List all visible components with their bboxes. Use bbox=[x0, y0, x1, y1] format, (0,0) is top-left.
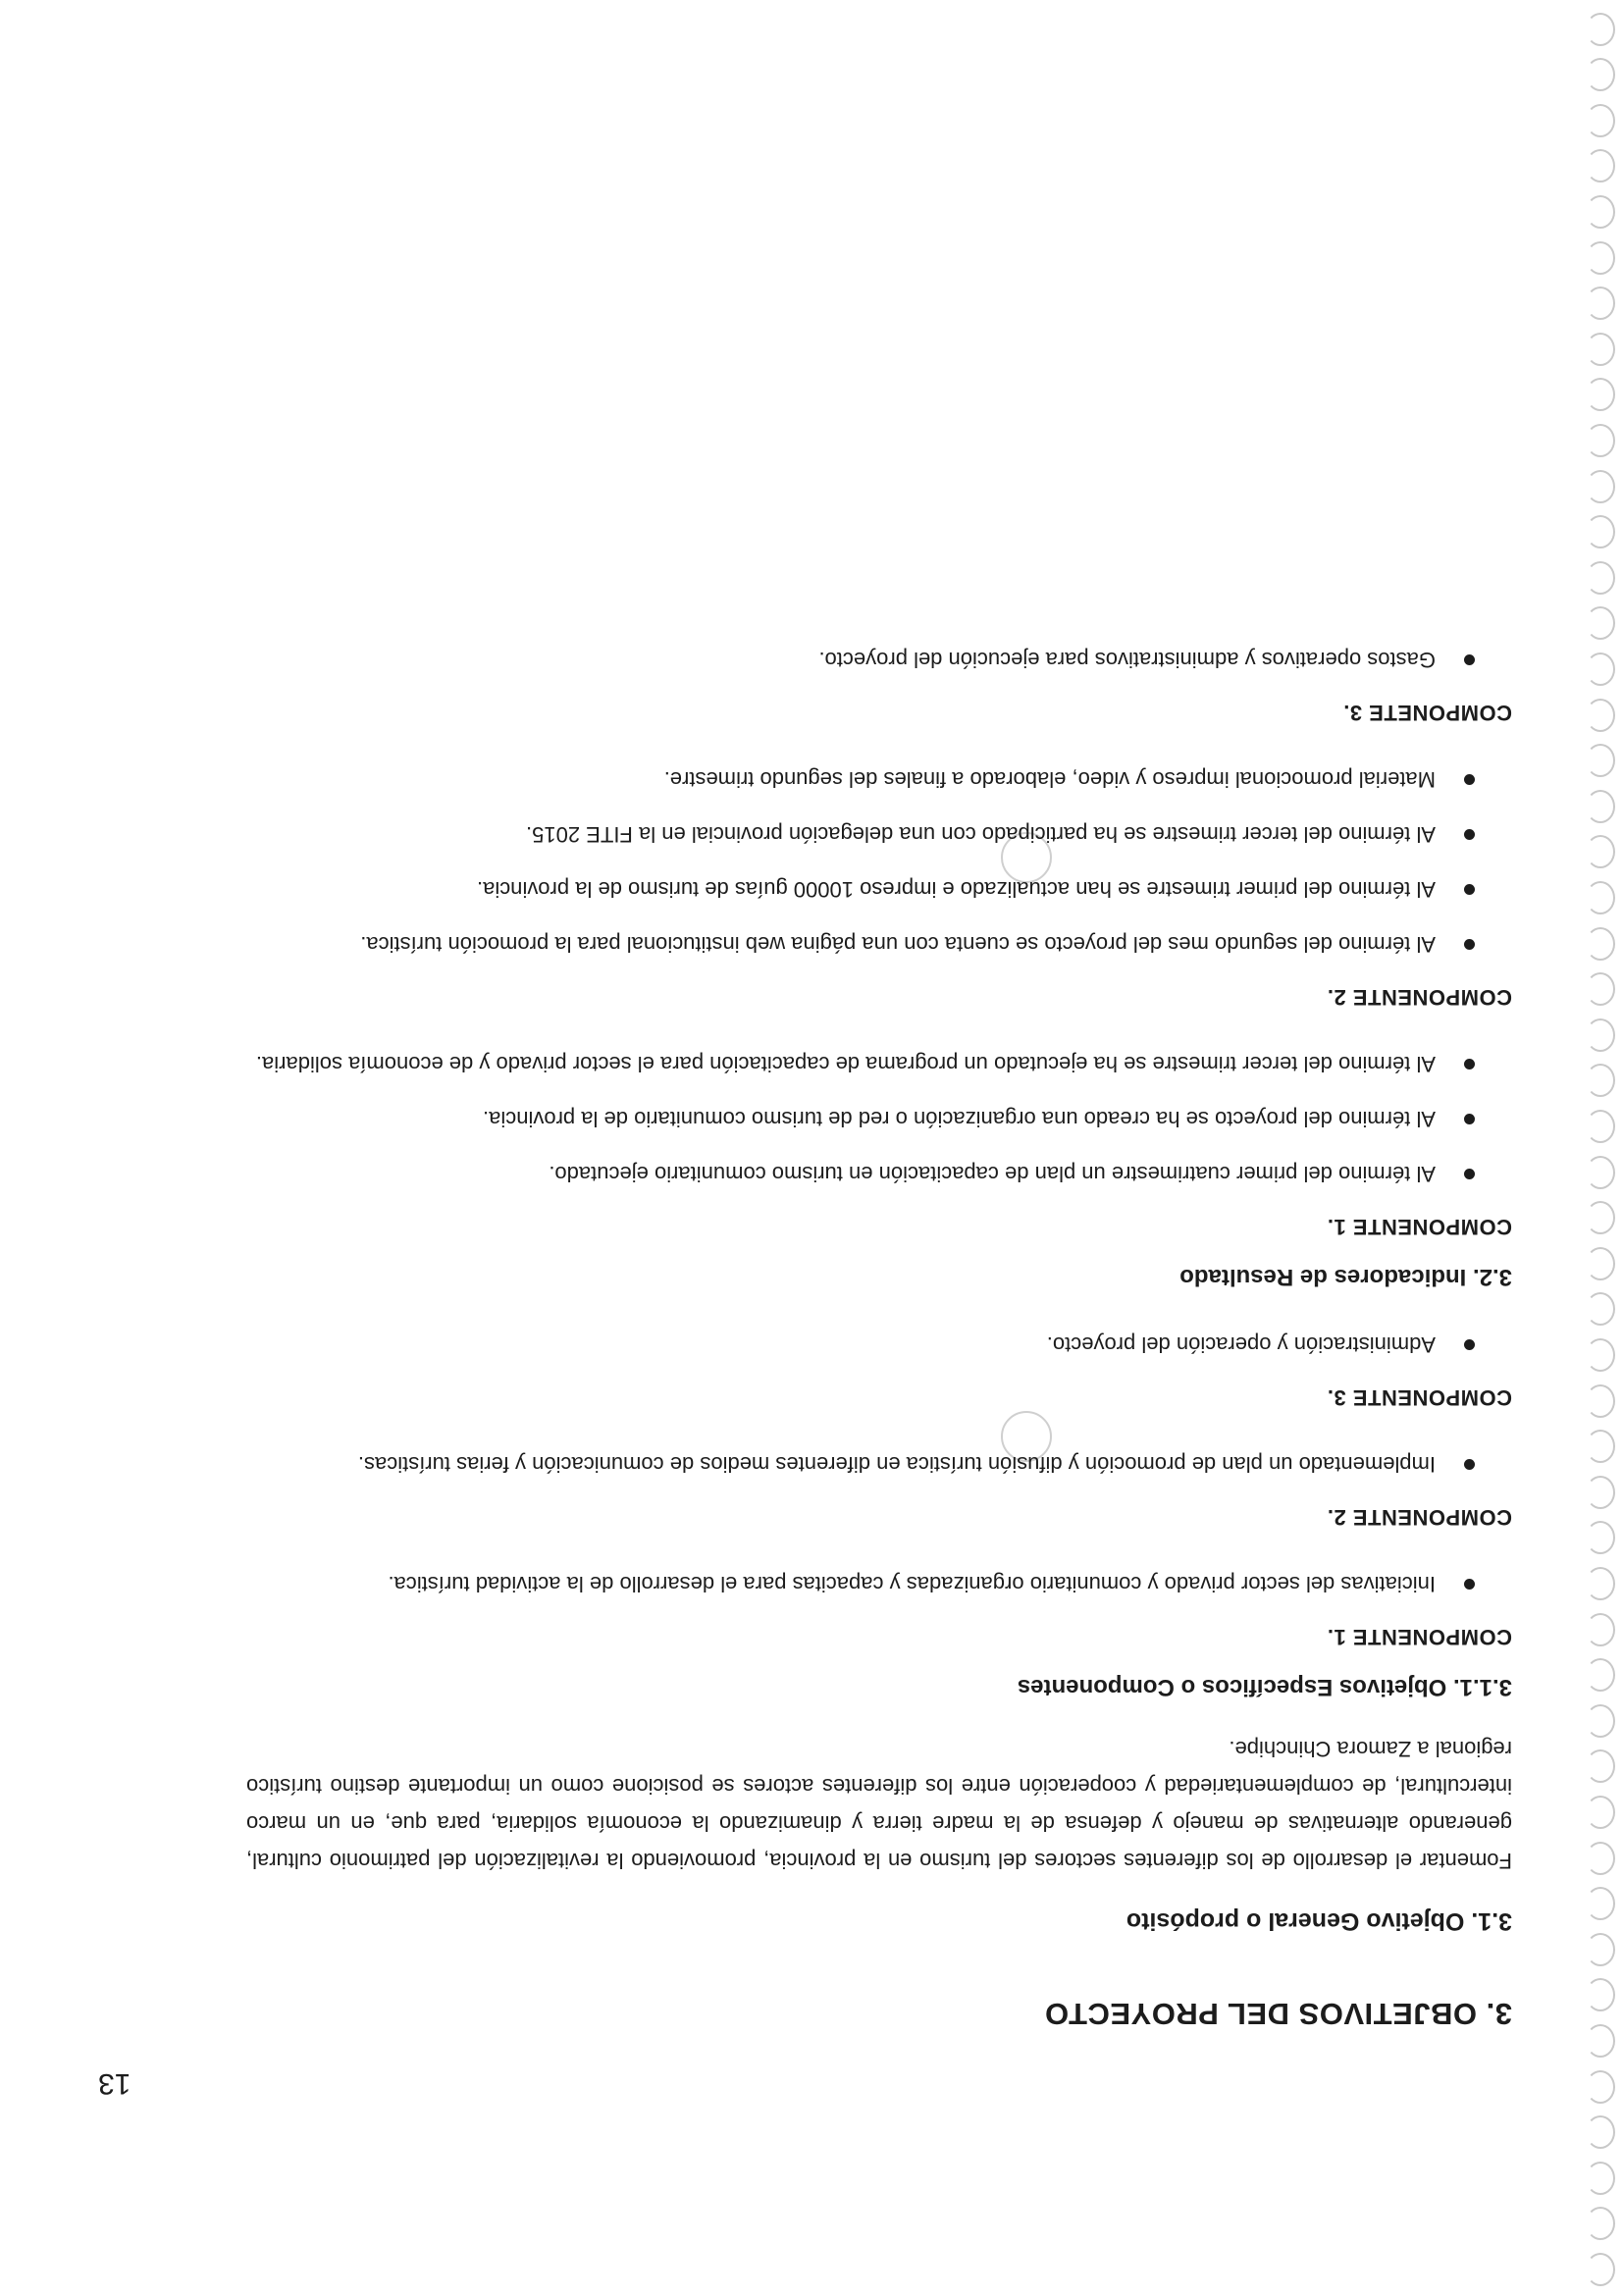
bullet-icon bbox=[1464, 1114, 1475, 1124]
general-objective-title: 3.1. Objetivo General o propósito bbox=[1126, 1907, 1512, 1935]
bullet-icon bbox=[1464, 1339, 1475, 1350]
component-list bbox=[236, 1045, 1512, 1192]
binding-hole bbox=[1586, 1476, 1615, 1509]
indicators-title: 3.2. Indicadores de Resultado bbox=[1179, 1264, 1512, 1290]
binding-hole bbox=[1586, 881, 1615, 914]
binding-hole bbox=[1586, 2115, 1615, 2149]
list-item-text: Al término del segundo mes del proyecto se cuenta con una página web institucional para la promoción turística. bbox=[360, 932, 1436, 957]
component-label: COMPONENTE 2. bbox=[1327, 1505, 1512, 1530]
document-body bbox=[236, 605, 1512, 2031]
general-objective-section bbox=[236, 1730, 1512, 1935]
list-item-text: Iniciativas del sector privado y comunitario organizadas y capacitas para el desarrollo de la actividad turística. bbox=[388, 1572, 1436, 1596]
bullet-icon bbox=[1464, 1579, 1475, 1590]
binding-hole bbox=[1586, 515, 1615, 548]
specific-objectives-title: 3.1.1. Objetivos Específicos o Componentes bbox=[1017, 1674, 1512, 1700]
list-item-text: Al término del primer cuatrimestre un plan de capacitación en turismo comunitario ejecutado. bbox=[549, 1162, 1436, 1186]
list-item bbox=[246, 1326, 1512, 1363]
specific-objectives-section bbox=[236, 1326, 1512, 1700]
component-label: COMPONENTE 2. bbox=[1327, 985, 1512, 1010]
binding-hole bbox=[1586, 104, 1615, 137]
binding-hole bbox=[1586, 927, 1615, 961]
component-label: COMPONETE 3. bbox=[1342, 701, 1512, 725]
binding-hole bbox=[1586, 1110, 1615, 1143]
binding-hole bbox=[1586, 13, 1615, 46]
bullet-icon bbox=[1464, 829, 1475, 840]
component-list bbox=[236, 641, 1512, 678]
list-item-text: Al término del tercer trimestre se ha participado con una delegación provincial en la FITE 2015. bbox=[526, 822, 1436, 847]
component-label: COMPONENTE 3. bbox=[1327, 1385, 1512, 1410]
binding-hole bbox=[1586, 1292, 1615, 1326]
bullet-icon bbox=[1464, 939, 1475, 950]
binding-hole bbox=[1586, 287, 1615, 320]
binding-hole bbox=[1586, 652, 1615, 686]
list-item-text: Gastos operativos y administrativos para ejecución del proyecto. bbox=[818, 648, 1436, 672]
list-item-text: Material promocional impreso y video, elaborado a finales del segundo trimestre. bbox=[663, 767, 1436, 792]
binding-hole bbox=[1586, 1521, 1615, 1554]
binding-hole bbox=[1586, 195, 1615, 229]
list-item bbox=[246, 641, 1512, 678]
bullet-icon bbox=[1464, 1169, 1475, 1179]
list-item bbox=[246, 870, 1512, 908]
list-item bbox=[246, 1045, 1512, 1082]
binding-hole bbox=[1586, 1384, 1615, 1418]
section-heading: 3. OBJETIVOS DEL PROYECTO bbox=[1044, 1997, 1512, 2031]
list-item-text: Al término del proyecto se ha creado una organización o red de turismo comunitario de la provincia. bbox=[483, 1107, 1436, 1131]
binding-hole bbox=[1586, 470, 1615, 503]
binding-hole bbox=[1586, 744, 1615, 777]
binding-hole bbox=[1586, 1796, 1615, 1829]
binding-hole bbox=[1586, 1201, 1615, 1234]
bullet-icon bbox=[1464, 1059, 1475, 1070]
component-list bbox=[236, 1445, 1512, 1483]
binding-hole bbox=[1586, 2070, 1615, 2104]
binding-hole bbox=[1586, 561, 1615, 595]
binding-hole bbox=[1586, 606, 1615, 640]
binding-hole bbox=[1586, 333, 1615, 366]
binding-hole bbox=[1586, 1842, 1615, 1875]
list-item-text: Al término del tercer trimestre se ha ejecutado un programa de capacitación para el sector privado y de economía solidaria. bbox=[255, 1052, 1436, 1076]
component-list bbox=[236, 1326, 1512, 1363]
binding-hole bbox=[1586, 1658, 1615, 1692]
page-number: 13 bbox=[98, 2067, 131, 2100]
list-item bbox=[246, 1100, 1512, 1137]
bullet-icon bbox=[1464, 884, 1475, 895]
list-item bbox=[246, 815, 1512, 853]
indicators-section bbox=[236, 641, 1512, 1290]
list-item bbox=[246, 925, 1512, 963]
list-item-text: Al término del primer trimestre se han actualizado e impreso 10000 guías de turismo de la provincia. bbox=[476, 877, 1436, 902]
binding-hole bbox=[1586, 1978, 1615, 2011]
binding-hole bbox=[1586, 58, 1615, 91]
list-item-text: Implementado un plan de promoción y difusión turística en diferentes medios de comunicación y ferias turísticas. bbox=[357, 1452, 1436, 1477]
binding-hole bbox=[1586, 1156, 1615, 1189]
binding-hole bbox=[1586, 1338, 1615, 1372]
binding-hole bbox=[1586, 1430, 1615, 1463]
binding-hole bbox=[1586, 149, 1615, 183]
binding-hole bbox=[1586, 424, 1615, 457]
binding-hole bbox=[1586, 2162, 1615, 2195]
general-objective-text: Fomentar el desarrollo de los diferentes sectores del turismo en la provincia, promoviendo la revitalización del patrimonio cultural, generando alternativas de manejo y defensa de la madre tierra y dinamizando la economía solidaria, para que, en un marco intercultural, de complementariedad y cooperación entre los diferentes actores se posicione como un importante destino turístico regional a Zamora Chinchipe. bbox=[246, 1737, 1512, 1873]
list-item bbox=[246, 1565, 1512, 1602]
binding-hole bbox=[1586, 2253, 1615, 2286]
binding-hole bbox=[1586, 241, 1615, 275]
binding-hole bbox=[1586, 972, 1615, 1006]
binding-hole bbox=[1586, 1887, 1615, 1920]
binding-hole bbox=[1586, 1749, 1615, 1783]
binding-hole bbox=[1586, 2207, 1615, 2240]
binding-hole bbox=[1586, 835, 1615, 868]
bullet-icon bbox=[1464, 654, 1475, 665]
list-item bbox=[246, 1445, 1512, 1483]
binding-hole bbox=[1586, 1613, 1615, 1646]
binding-hole bbox=[1586, 378, 1615, 411]
component-label: COMPONENTE 1. bbox=[1327, 1215, 1512, 1239]
component-list bbox=[236, 760, 1512, 963]
binding-hole bbox=[1586, 699, 1615, 732]
binding-hole bbox=[1586, 1064, 1615, 1097]
binding-hole bbox=[1586, 790, 1615, 823]
component-label: COMPONENTE 1. bbox=[1327, 1625, 1512, 1649]
list-item bbox=[246, 1155, 1512, 1192]
binding-hole bbox=[1586, 1933, 1615, 1966]
binding-hole bbox=[1586, 2024, 1615, 2058]
binding-hole bbox=[1586, 1247, 1615, 1280]
binding-hole bbox=[1586, 1567, 1615, 1600]
binding-holes bbox=[1576, 10, 1615, 2286]
bullet-icon bbox=[1464, 1459, 1475, 1470]
component-list bbox=[236, 1565, 1512, 1602]
list-item bbox=[246, 760, 1512, 798]
binding-hole bbox=[1586, 1704, 1615, 1738]
list-item-text: Administración y operación del proyecto. bbox=[1046, 1332, 1436, 1357]
bullet-icon bbox=[1464, 774, 1475, 785]
binding-hole bbox=[1586, 1018, 1615, 1052]
